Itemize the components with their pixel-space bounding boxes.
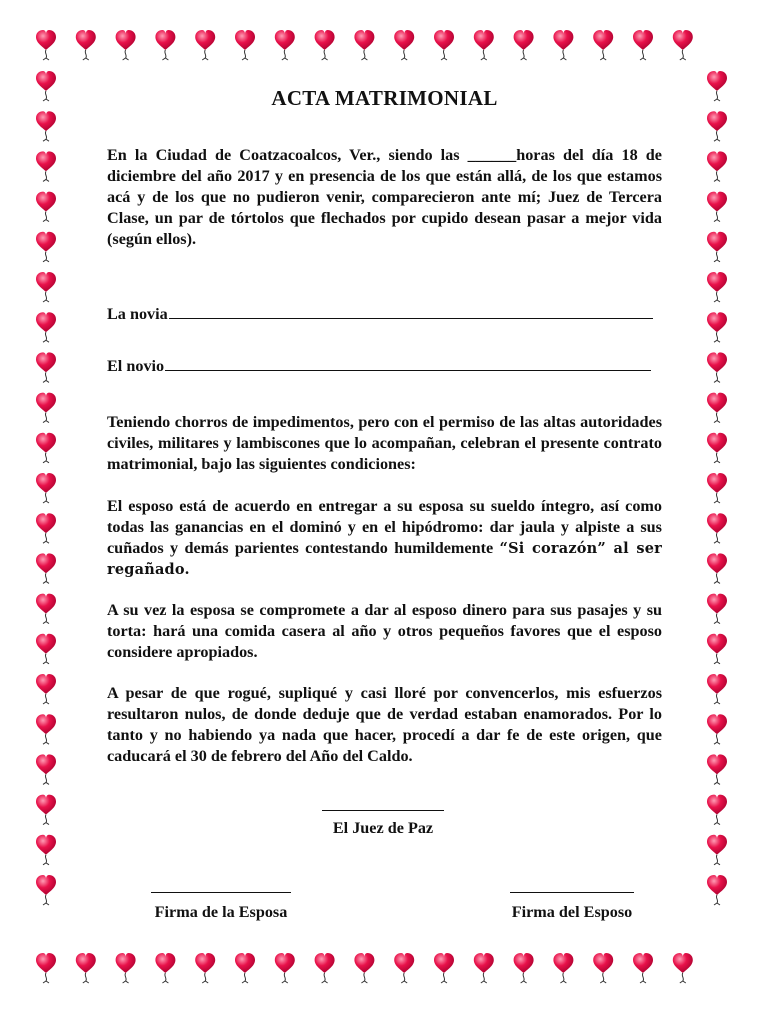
heart-balloon-icon bbox=[354, 30, 374, 60]
husband-conditions-paragraph bbox=[107, 496, 662, 580]
heart-balloon-icon bbox=[116, 30, 136, 60]
heart-balloon-icon bbox=[155, 953, 175, 983]
heart-balloon-icon bbox=[514, 953, 534, 983]
bride-label: La novia bbox=[107, 305, 168, 323]
heart-balloon-icon bbox=[36, 795, 56, 825]
husband-signature-rule bbox=[510, 880, 634, 893]
heart-balloon-icon bbox=[707, 473, 727, 503]
heart-balloon-icon bbox=[707, 594, 727, 624]
heart-balloon-icon bbox=[553, 30, 573, 60]
document-title: ACTA MATRIMONIAL bbox=[271, 86, 498, 110]
heart-balloon-icon bbox=[36, 272, 56, 302]
heart-balloon-icon bbox=[36, 875, 56, 905]
heart-balloon-icon bbox=[707, 795, 727, 825]
bride-line bbox=[107, 304, 662, 325]
husband-signature-label: Firma del Esposo bbox=[511, 903, 633, 921]
heart-balloon-icon bbox=[593, 30, 613, 60]
heart-balloon-icon bbox=[673, 30, 693, 60]
groom-line bbox=[107, 356, 662, 377]
heart-balloon-icon bbox=[235, 953, 255, 983]
wife-signature bbox=[146, 880, 296, 922]
wife-signature-label: Firma de la Esposa bbox=[154, 903, 288, 921]
heart-balloon-icon bbox=[315, 30, 335, 60]
heart-balloon-icon bbox=[275, 953, 295, 983]
judge-signature-rule bbox=[322, 800, 444, 811]
heart-balloon-icon bbox=[116, 953, 136, 983]
heart-balloon-icon bbox=[275, 30, 295, 60]
heart-balloon-icon bbox=[707, 192, 727, 222]
heart-balloon-icon bbox=[195, 953, 215, 983]
heart-balloon-icon bbox=[354, 953, 374, 983]
bride-signature-rule bbox=[169, 304, 653, 319]
heart-balloon-icon bbox=[707, 151, 727, 181]
heart-balloon-icon bbox=[707, 553, 727, 583]
heart-balloon-icon bbox=[707, 513, 727, 543]
heart-balloon-icon bbox=[707, 272, 727, 302]
heart-balloon-icon bbox=[707, 714, 727, 744]
heart-balloon-icon bbox=[235, 30, 255, 60]
husband-conditions-text: El esposo está de acuerdo en entregar a su esposa su sueldo íntegro, así como todas las ganancias en el dominó y en el hipódromo: dar jaula y alpiste a sus cuñados y demás parientes contestando humildemente bbox=[107, 497, 662, 557]
heart-balloon-icon bbox=[514, 30, 534, 60]
heart-balloon-icon bbox=[707, 835, 727, 865]
closing-paragraph: A pesar de que rogué, supliqué y casi lloré por convencerlos, mis esfuerzos resultaron nulos, de donde deduje que de verdad estaban enamorados. Por lo tanto y no habiendo ya nada que hacer, procedí a dar fe de este origen, que caducará el 30 de febrero del Año del Caldo. bbox=[107, 684, 662, 765]
heart-balloon-icon bbox=[36, 393, 56, 423]
heart-balloon-icon bbox=[707, 634, 727, 664]
heart-balloon-icon bbox=[36, 553, 56, 583]
heart-balloon-icon bbox=[36, 513, 56, 543]
heart-balloon-icon bbox=[315, 953, 335, 983]
heart-balloon-icon bbox=[76, 953, 96, 983]
heart-balloon-icon bbox=[434, 953, 454, 983]
heart-balloon-icon bbox=[707, 312, 727, 342]
heart-balloon-icon bbox=[36, 714, 56, 744]
heart-balloon-icon bbox=[707, 754, 727, 784]
heart-balloon-icon bbox=[36, 232, 56, 262]
heart-balloon-icon bbox=[36, 71, 56, 101]
heart-balloon-icon bbox=[36, 634, 56, 664]
heart-balloon-icon bbox=[36, 953, 56, 983]
heart-balloon-icon bbox=[633, 30, 653, 60]
heart-balloon-icon bbox=[36, 433, 56, 463]
husband-quote: “Si corazón” al ser regañado. bbox=[107, 540, 662, 578]
heart-balloon-icon bbox=[707, 875, 727, 905]
marriage-certificate bbox=[107, 88, 662, 767]
heart-balloon-icon bbox=[394, 30, 414, 60]
heart-balloon-icon bbox=[707, 111, 727, 141]
groom-signature-rule bbox=[165, 356, 651, 371]
heart-balloon-icon bbox=[76, 30, 96, 60]
heart-balloon-icon bbox=[474, 30, 494, 60]
heart-balloon-icon bbox=[673, 953, 693, 983]
heart-balloon-icon bbox=[36, 352, 56, 382]
heart-balloon-icon bbox=[474, 953, 494, 983]
heart-balloon-icon bbox=[707, 433, 727, 463]
heart-balloon-icon bbox=[36, 312, 56, 342]
heart-balloon-icon bbox=[36, 473, 56, 503]
heart-balloon-icon bbox=[434, 30, 454, 60]
heart-balloon-icon bbox=[707, 232, 727, 262]
heart-balloon-icon bbox=[36, 151, 56, 181]
impediments-paragraph: Teniendo chorros de impedimentos, pero con el permiso de las altas autoridades civiles, militares y lambiscones que lo acompañan, celebran el presente contrato matrimonial, bajo las siguientes condiciones: bbox=[107, 413, 662, 473]
heart-balloon-icon bbox=[36, 674, 56, 704]
heart-balloon-icon bbox=[36, 111, 56, 141]
heart-balloon-icon bbox=[707, 71, 727, 101]
heart-balloon-icon bbox=[633, 953, 653, 983]
heart-balloon-icon bbox=[36, 754, 56, 784]
heart-balloon-icon bbox=[707, 352, 727, 382]
wife-conditions-paragraph: A su vez la esposa se compromete a dar al esposo dinero para sus pasajes y su torta: hará una comida casera al año y otros pequeños favores que el esposo considere apropiados. bbox=[107, 601, 662, 661]
heart-balloon-icon bbox=[707, 393, 727, 423]
husband-signature bbox=[500, 880, 644, 922]
wife-signature-rule bbox=[151, 880, 291, 893]
heart-balloon-icon bbox=[394, 953, 414, 983]
groom-label: El novio bbox=[107, 357, 165, 375]
judge-label: El Juez de Paz bbox=[332, 819, 434, 837]
judge-signature bbox=[310, 800, 456, 838]
heart-balloon-icon bbox=[36, 192, 56, 222]
heart-balloon-icon bbox=[36, 30, 56, 60]
heart-balloon-icon bbox=[553, 953, 573, 983]
heart-balloon-icon bbox=[593, 953, 613, 983]
heart-balloon-icon bbox=[195, 30, 215, 60]
heart-balloon-icon bbox=[36, 835, 56, 865]
heart-balloon-icon bbox=[707, 674, 727, 704]
heart-balloon-icon bbox=[36, 594, 56, 624]
heart-balloon-icon bbox=[155, 30, 175, 60]
intro-paragraph: En la Ciudad de Coatzacoalcos, Ver., siendo las ______horas del día 18 de diciembre del año 2017 y en presencia de los que están allá, de los que estamos acá y de los que no pudieron venir, comparecieron ante mí; Juez de Tercera Clase, un par de tórtolos que flechados por cupido desean pasar a mejor vida (según ellos). bbox=[107, 146, 662, 248]
